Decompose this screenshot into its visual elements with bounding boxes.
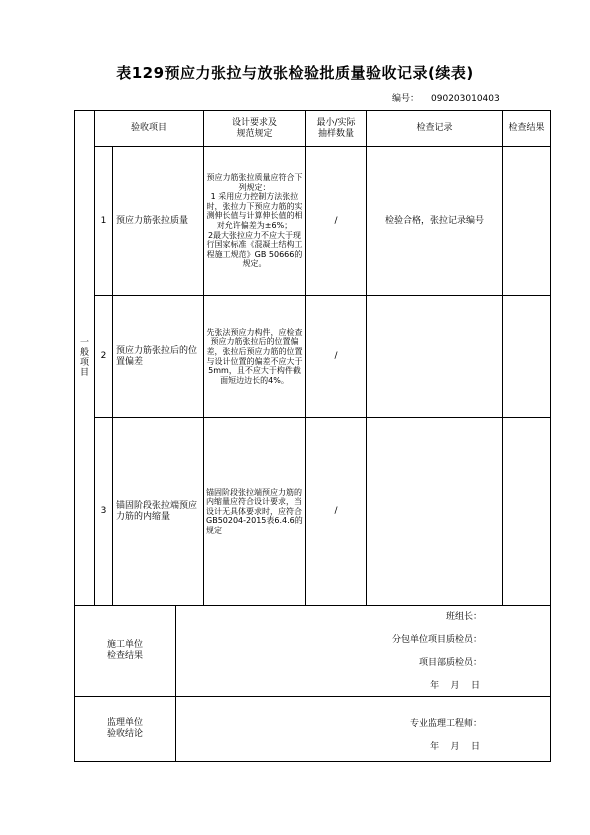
row1-result [503,147,550,295]
row3-result [503,418,550,605]
header-item: 验收项目 [130,123,167,133]
supervision-date[interactable]: 年 月 日 [430,741,480,752]
row1-requirement: 预应力筋张拉质量应符合下列规定： 1 采用应力控制方法张拉时，张拉力下预应力筋的实测伸长值与计算伸长值的相对允许偏差为±6%； 2最大张拉应力不应大于现行国家标准《混凝土结构工程施工规范》GB 50666的规定。 [206,173,303,269]
row3-record [367,418,502,605]
dept-inspector-label[interactable]: 项目部质检员： [418,657,482,668]
row1-sample: / [334,215,338,226]
row2-result [503,296,550,417]
doc-number-label: 编号： [392,94,420,104]
row3-requirement: 锚固阶段张拉端预应力筋的内缩量应符合设计要求，当设计无具体要求时，应符合GB50204-2015表6.4.6的规定 [206,487,303,535]
doc-number [392,91,500,104]
row1-record: 检验合格，张拉记录编号 [384,215,484,226]
team-leader-label[interactable]: 班组长： [445,611,482,622]
header-design-requirement: 设计要求及 规范规定 [231,117,277,139]
row2-sample: / [334,351,338,361]
header-result: 检查结果 [508,123,545,133]
row3-sample: / [334,506,338,516]
row2-requirement: 先张法预应力构件，应检查预应力筋张拉后的位置偏差，张拉后预应力筋的位置与设计位置的偏差不应大于5mm，且不应大于构件截面短边边长的4%。 [206,327,303,385]
category-general-items: 一 般 项 目 [79,338,89,378]
doc-number-value: 090203010403 [431,94,500,104]
sub-inspector-label[interactable]: 分包单位项目质检员： [391,634,482,645]
row2-number: 2 [100,351,107,361]
row2-item-name: 预应力筋张拉后的位置偏差 [116,345,198,367]
supervising-engineer-label[interactable]: 专业监理工程师： [409,718,482,729]
supervision-unit-label: 监理单位 验收结论 [106,718,143,739]
row3-number: 3 [100,506,107,516]
construction-unit-label: 施工单位 检查结果 [106,640,143,661]
row2-record [367,296,502,417]
page-title: 表129预应力张拉与放张检验批质量验收记录(续表) [116,64,474,82]
row1-number: 1 [100,215,107,226]
row1-item-name: 预应力筋张拉质量 [116,215,189,226]
header-sample-count: 最小/实际 抽样数量 [316,117,356,139]
header-record: 检查记录 [416,123,453,133]
construction-date[interactable]: 年 月 日 [430,680,480,691]
row3-item-name: 锚固阶段张拉端预应力筋的内缩量 [116,500,198,522]
